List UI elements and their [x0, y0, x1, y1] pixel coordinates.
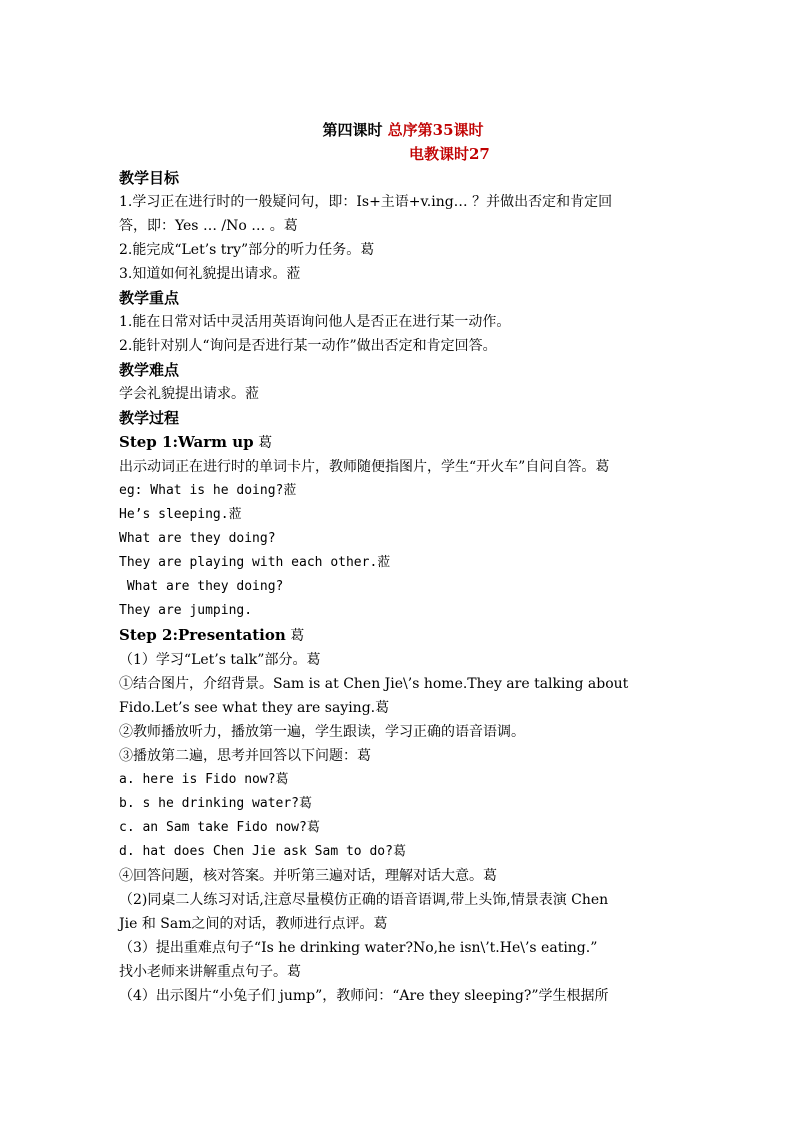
mark: 葛 [483, 868, 497, 884]
mark: 蒞 [286, 266, 301, 282]
step-1-text: 出示动词正在进行时的单词卡片，教师随便指图片，学生“开火车”自问自答。葛 [119, 459, 610, 475]
difficult-points-heading: 教学难点 [119, 361, 180, 379]
mark: 葛 [306, 652, 321, 668]
title-lesson-number: 第四课时 [322, 121, 388, 139]
presentation-3-line-1: （3）提出重难点句子“Is he drinking water?No,he isn\’t.He\’s eating.” [119, 940, 598, 956]
mark: 蒞 [228, 507, 242, 522]
example-line-3: What are they doing? [119, 531, 276, 546]
example-line-2: He’s sleeping.蒞 [119, 507, 242, 522]
mark: 葛 [357, 748, 371, 764]
goal-2: 2.能完成“Let’s try”部分的听力任务。葛 [119, 242, 375, 258]
presentation-1c: ③播放第二遍，思考并回答以下问题：葛 [119, 748, 371, 764]
key-point-2: 2.能针对别人“询问是否进行某一动作”做出否定和肯定回答。 [119, 338, 497, 354]
presentation-1d: ④回答问题，核对答案。并听第三遍对话，理解对话大意。葛 [119, 868, 497, 884]
document-body [119, 118, 687, 1008]
presentation-1: （1）学习“Let’s talk”部分。葛 [119, 652, 321, 668]
step-2-heading: Step 2:Presentation 葛 [119, 626, 305, 644]
example-line-5: What are they doing? [119, 579, 284, 594]
title-total-lesson: 总序第35课时 [387, 121, 484, 139]
mark: 葛 [283, 218, 298, 234]
example-line-4: They are playing with each other.蒞 [119, 555, 391, 570]
step-1-heading: Step 1:Warm up 葛 [119, 433, 273, 451]
question-d: d. hat does Chen Jie ask Sam to do?葛 [119, 844, 406, 859]
key-points-heading: 教学重点 [119, 289, 180, 307]
goal-1-line-1: 1.学习正在进行时的一般疑问句，即：Is+主语+v.ing… ？并做出否定和肯定回 [119, 194, 613, 210]
mark: 蒞 [377, 555, 391, 570]
mark: 葛 [360, 242, 375, 258]
presentation-3-line-2: 找小老师来讲解重点句子。葛 [119, 964, 301, 980]
mark: 蒞 [283, 483, 297, 498]
key-point-1: 1.能在日常对话中灵活用英语询问他人是否正在进行某一动作。 [119, 314, 511, 330]
mark: 蒞 [245, 386, 259, 402]
goals-heading: 教学目标 [119, 169, 180, 187]
presentation-1b: ②教师播放听力，播放第一遍，学生跟读，学习正确的语音语调。 [119, 724, 525, 740]
presentation-4: （4）出示图片“小兔子们 jump”，教师问：“Are they sleeping?”学生根据所 [119, 988, 609, 1004]
mark: 葛 [299, 796, 313, 811]
mark: 葛 [306, 820, 320, 835]
mark: 葛 [392, 844, 406, 859]
mark: 葛 [375, 700, 390, 716]
example-line-6: They are jumping. [119, 603, 253, 618]
lesson-title [119, 118, 687, 142]
question-c: c. an Sam take Fido now?葛 [119, 820, 320, 835]
mark: 葛 [373, 916, 388, 932]
process-heading: 教学过程 [119, 409, 180, 427]
example-line-1: eg: What is he doing?蒞 [119, 483, 297, 498]
presentation-1a-line-1: ①结合图片，介绍背景。Sam is at Chen Jie\’s home.They are talking about [119, 676, 629, 692]
mark: 葛 [595, 459, 610, 475]
question-a: a. here is Fido now?葛 [119, 772, 289, 787]
presentation-2-line-1: （2)同桌二人练习对话,注意尽量模仿正确的语音语调,带上头饰,情景表演 Chen [119, 892, 609, 908]
goal-3: 3.知道如何礼貌提出请求。蒞 [119, 266, 301, 282]
mark: 葛 [290, 628, 305, 644]
mark: 葛 [275, 772, 289, 787]
goal-1-line-2: 答，即：Yes … /No … 。葛 [119, 218, 298, 234]
mark: 葛 [258, 435, 273, 451]
presentation-1a-line-2: Fido.Let’s see what they are saying.葛 [119, 700, 390, 716]
lesson-subtitle: 电教课时27 [409, 145, 490, 163]
presentation-2-line-2: Jie 和 Sam之间的对话，教师进行点评。葛 [119, 916, 388, 932]
mark: 葛 [287, 964, 301, 980]
question-b: b. s he drinking water?葛 [119, 796, 313, 811]
difficult-point-1: 学会礼貌提出请求。蒞 [119, 386, 259, 402]
